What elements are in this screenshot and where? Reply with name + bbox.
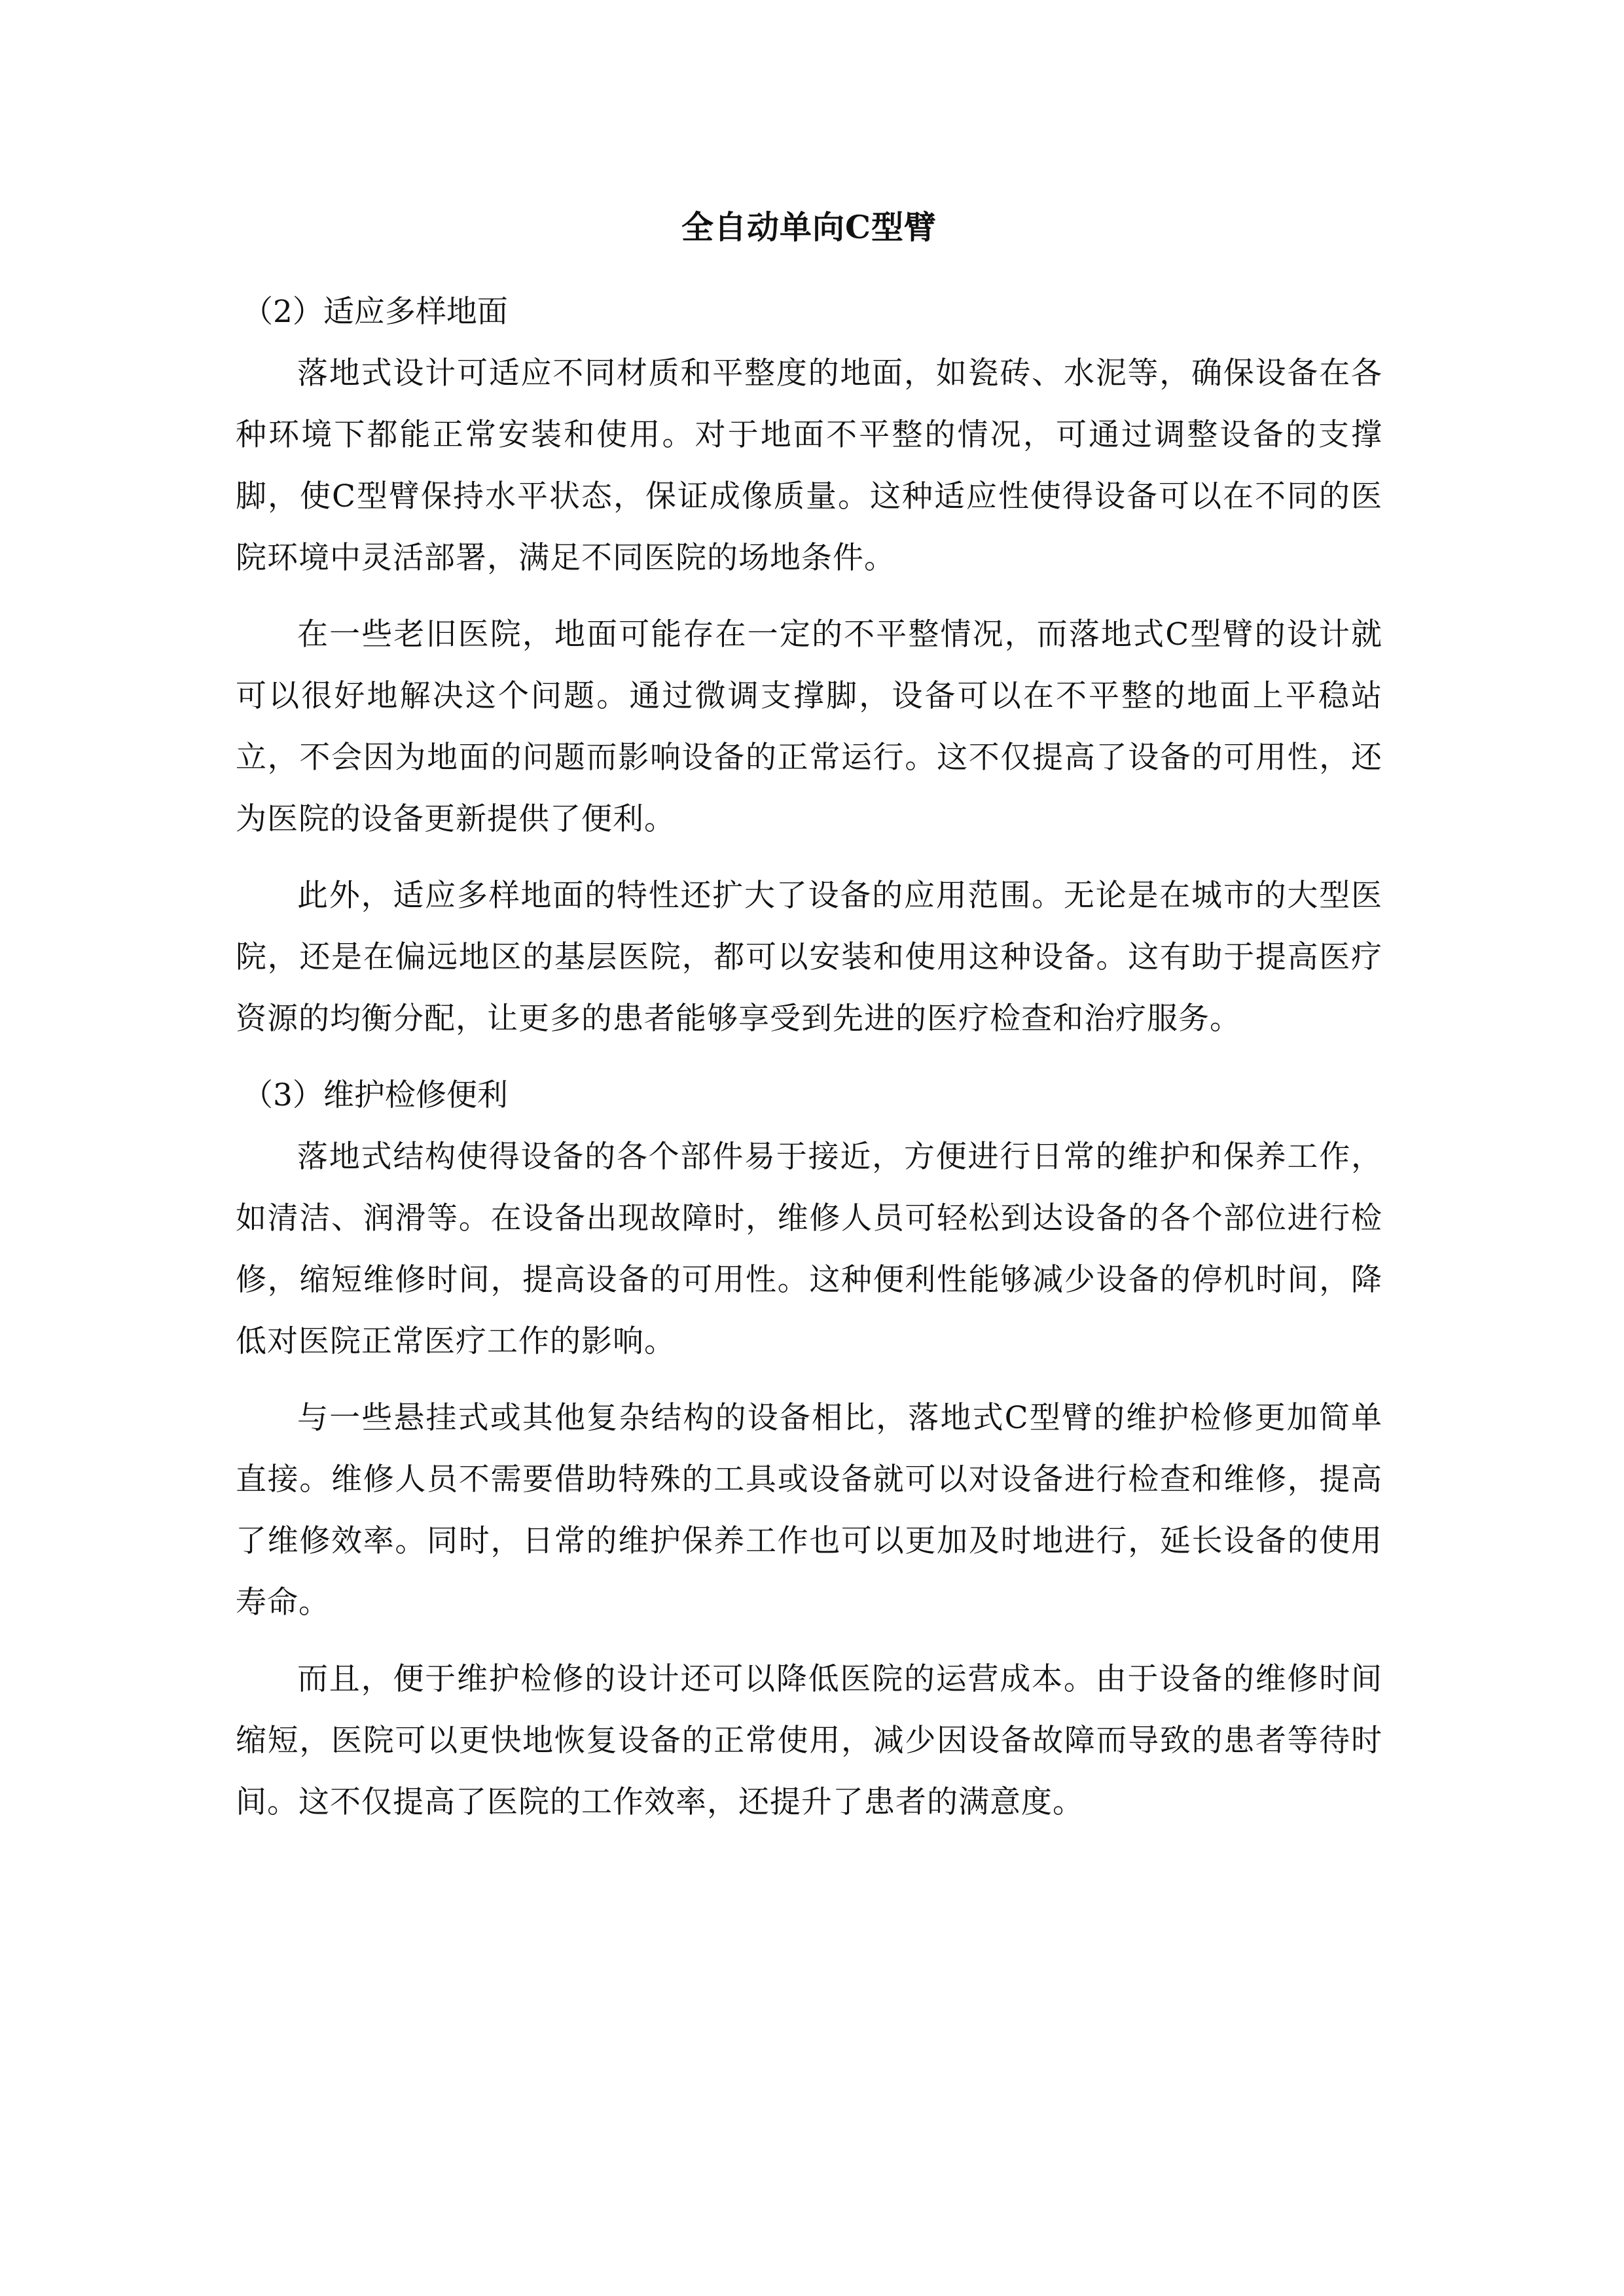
document-title: 全自动单向C型臂 (681, 208, 937, 246)
paragraph: 落地式结构使得设备的各个部件易于接近，方便进行日常的维护和保养工作，如清洁、润滑等。在设备出现故障时，维修人员可轻松到达设备的各个部位进行检修，缩短维修时间，提高设备的可用性。这种便利性能够减少设备的停机时间，降低对医院正常医疗工作的影响。 (236, 1139, 1382, 1359)
paragraph: 与一些悬挂式或其他复杂结构的设备相比，落地式C型臂的维护检修更加简单直接。维修人员不需要借助特殊的工具或设备就可以对设备进行检查和维修，提高了维修效率。同时，日常的维护保养工作也可以更加及时地进行，延长设备的使用寿命。 (236, 1400, 1382, 1621)
paragraph: 而且，便于维护检修的设计还可以降低医院的运营成本。由于设备的维修时间缩短，医院可以更快地恢复设备的正常使用，减少因设备故障而导致的患者等待时间。这不仅提高了医院的工作效率，还提升了患者的满意度。 (236, 1661, 1382, 1820)
paragraph: 此外，适应多样地面的特性还扩大了设备的应用范围。无论是在城市的大型医院，还是在偏远地区的基层医院，都可以安装和使用这种设备。这有助于提高医疗资源的均衡分配，让更多的患者能够享受到先进的医疗检查和治疗服务。 (236, 878, 1382, 1037)
section-ground-adaptation (236, 281, 1382, 1050)
paragraph: 落地式设计可适应不同材质和平整度的地面，如瓷砖、水泥等，确保设备在各种环境下都能正常安装和使用。对于地面不平整的情况，可通过调整设备的支撑脚，使C型臂保持水平状态，保证成像质量。这种适应性使得设备可以在不同的医院环境中灵活部署，满足不同医院的场地条件。 (236, 355, 1382, 576)
paragraph: 在一些老旧医院，地面可能存在一定的不平整情况，而落地式C型臂的设计就可以很好地解决这个问题。通过微调支撑脚，设备可以在不平整的地面上平稳站立，不会因为地面的问题而影响设备的正常运行。这不仅提高了设备的可用性，还为医院的设备更新提供了便利。 (236, 617, 1382, 837)
section-heading: （3）维护检修便利 (242, 1077, 508, 1113)
section-maintenance (236, 1065, 1382, 1833)
section-heading: （2）适应多样地面 (242, 294, 508, 330)
document-body (236, 198, 1382, 1848)
